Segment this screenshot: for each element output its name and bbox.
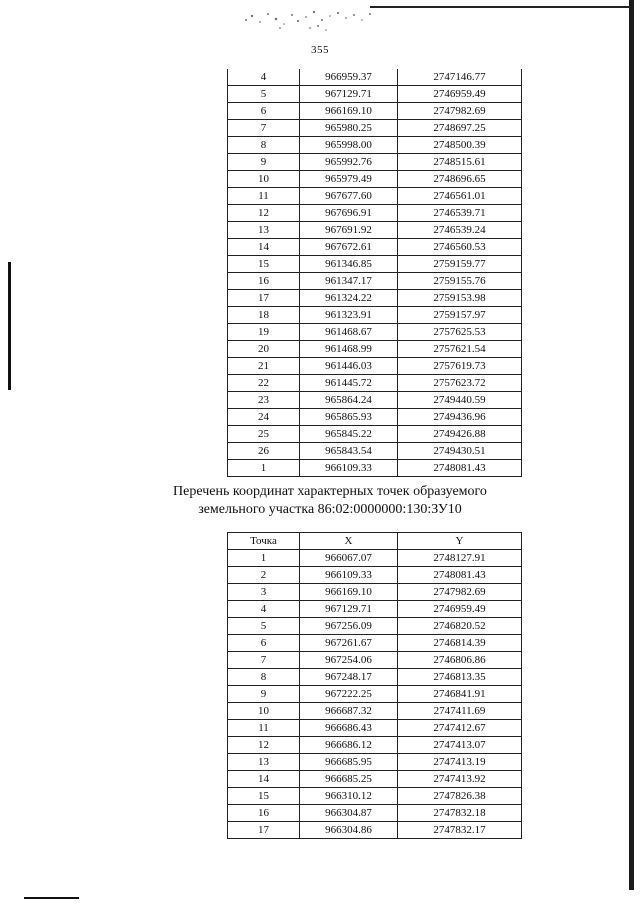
cell-x: 967677.60 <box>300 188 398 205</box>
section-title-line-1: Перечень координат характерных точек образуемого <box>173 484 487 499</box>
cell-y: 2748127.91 <box>398 550 522 567</box>
cell-y: 2757619.73 <box>398 358 522 375</box>
cell-y: 2747832.17 <box>398 822 522 839</box>
cell-point: 9 <box>228 154 300 171</box>
cell-y: 2749430.51 <box>398 443 522 460</box>
cell-point: 16 <box>228 273 300 290</box>
table-row <box>228 358 522 375</box>
cell-point: 2 <box>228 567 300 584</box>
table-row <box>228 307 522 324</box>
cell-point: 3 <box>228 584 300 601</box>
cell-point: 12 <box>228 737 300 754</box>
cell-y: 2749426.88 <box>398 426 522 443</box>
cell-x: 966109.33 <box>300 567 398 584</box>
cell-x: 967254.06 <box>300 652 398 669</box>
cell-x: 961445.72 <box>300 375 398 392</box>
table-row <box>228 120 522 137</box>
cell-x: 965992.76 <box>300 154 398 171</box>
table-row <box>228 754 522 771</box>
cell-y: 2746813.35 <box>398 669 522 686</box>
cell-point: 16 <box>228 805 300 822</box>
cell-point: 9 <box>228 686 300 703</box>
cell-x: 967222.25 <box>300 686 398 703</box>
cell-x: 965864.24 <box>300 392 398 409</box>
cell-y: 2746841.91 <box>398 686 522 703</box>
cell-x: 965843.54 <box>300 443 398 460</box>
cell-y: 2757623.72 <box>398 375 522 392</box>
cell-point: 1 <box>228 460 300 477</box>
cell-x: 961468.99 <box>300 341 398 358</box>
cell-point: 10 <box>228 171 300 188</box>
scan-edge-shadow <box>629 0 634 890</box>
cell-x: 965845.22 <box>300 426 398 443</box>
table-row <box>228 171 522 188</box>
cell-point: 6 <box>228 103 300 120</box>
cell-point: 11 <box>228 188 300 205</box>
table-row <box>228 188 522 205</box>
cell-point: 19 <box>228 324 300 341</box>
cell-point: 13 <box>228 754 300 771</box>
cell-point: 12 <box>228 205 300 222</box>
table-row <box>228 205 522 222</box>
cell-x: 966686.12 <box>300 737 398 754</box>
table-row <box>228 239 522 256</box>
table-row <box>228 584 522 601</box>
table-row <box>228 567 522 584</box>
cell-y: 2747413.07 <box>398 737 522 754</box>
table-row <box>228 686 522 703</box>
cell-point: 7 <box>228 120 300 137</box>
cell-y: 2759157.97 <box>398 307 522 324</box>
cell-x: 965980.25 <box>300 120 398 137</box>
cell-y: 2747411.69 <box>398 703 522 720</box>
table-row <box>228 69 522 86</box>
cell-x: 967261.67 <box>300 635 398 652</box>
table-row <box>228 86 522 103</box>
table-row <box>228 392 522 409</box>
table-row <box>228 550 522 567</box>
cell-x: 965865.93 <box>300 409 398 426</box>
table-row <box>228 720 522 737</box>
cell-y: 2757621.54 <box>398 341 522 358</box>
table-row <box>228 443 522 460</box>
table-row <box>228 618 522 635</box>
coordinates-table <box>227 532 522 839</box>
cell-y: 2759155.76 <box>398 273 522 290</box>
cell-x: 966304.86 <box>300 822 398 839</box>
cell-y: 2746806.86 <box>398 652 522 669</box>
coordinates-table-body <box>228 550 522 839</box>
cell-y: 2749436.96 <box>398 409 522 426</box>
cell-x: 966304.87 <box>300 805 398 822</box>
table-row <box>228 256 522 273</box>
cell-y: 2746959.49 <box>398 601 522 618</box>
table-row <box>228 737 522 754</box>
cell-point: 5 <box>228 86 300 103</box>
cell-x: 966685.95 <box>300 754 398 771</box>
cell-x: 966169.10 <box>300 103 398 120</box>
cell-x: 961323.91 <box>300 307 398 324</box>
scan-line-top <box>370 6 630 8</box>
table-row <box>228 771 522 788</box>
cell-point: 24 <box>228 409 300 426</box>
cell-x: 967691.92 <box>300 222 398 239</box>
table-row <box>228 290 522 307</box>
cell-y: 2746539.71 <box>398 205 522 222</box>
cell-point: 13 <box>228 222 300 239</box>
table-row <box>228 669 522 686</box>
cell-x: 967248.17 <box>300 669 398 686</box>
table-row <box>228 601 522 618</box>
cell-y: 2748081.43 <box>398 460 522 477</box>
cell-point: 4 <box>228 601 300 618</box>
table-row <box>228 375 522 392</box>
cell-y: 2749440.59 <box>398 392 522 409</box>
table-header-row <box>228 533 522 550</box>
cell-point: 5 <box>228 618 300 635</box>
cell-y: 2747413.19 <box>398 754 522 771</box>
scan-speckle-stamp <box>238 6 378 34</box>
cell-x: 966686.43 <box>300 720 398 737</box>
cell-x: 967696.91 <box>300 205 398 222</box>
cell-point: 20 <box>228 341 300 358</box>
table-row <box>228 341 522 358</box>
cell-x: 967256.09 <box>300 618 398 635</box>
cell-point: 6 <box>228 635 300 652</box>
cell-x: 966169.10 <box>300 584 398 601</box>
table-row <box>228 788 522 805</box>
table-row <box>228 324 522 341</box>
cell-y: 2746560.53 <box>398 239 522 256</box>
table-row <box>228 703 522 720</box>
cell-y: 2746959.49 <box>398 86 522 103</box>
cell-y: 2747982.69 <box>398 584 522 601</box>
column-header-y: Y <box>398 533 522 550</box>
cell-x: 961346.85 <box>300 256 398 273</box>
cell-point: 14 <box>228 771 300 788</box>
table-row <box>228 822 522 839</box>
table-row <box>228 409 522 426</box>
cell-y: 2759153.98 <box>398 290 522 307</box>
cell-x: 966685.25 <box>300 771 398 788</box>
table-row <box>228 805 522 822</box>
cell-x: 965979.49 <box>300 171 398 188</box>
cell-x: 966687.32 <box>300 703 398 720</box>
cell-x: 961347.17 <box>300 273 398 290</box>
cell-point: 17 <box>228 290 300 307</box>
cell-x: 961324.22 <box>300 290 398 307</box>
cell-x: 961468.67 <box>300 324 398 341</box>
cell-x: 967129.71 <box>300 86 398 103</box>
cell-point: 8 <box>228 137 300 154</box>
cell-y: 2746814.39 <box>398 635 522 652</box>
cell-point: 15 <box>228 256 300 273</box>
cell-y: 2747832.18 <box>398 805 522 822</box>
section-title-line-2: земельного участка 86:02:0000000:130:ЗУ10 <box>198 502 462 517</box>
scan-mark-left <box>8 262 11 390</box>
cell-y: 2747413.92 <box>398 771 522 788</box>
table-row <box>228 273 522 290</box>
cell-x: 966067.07 <box>300 550 398 567</box>
cell-x: 961446.03 <box>300 358 398 375</box>
cell-y: 2748697.25 <box>398 120 522 137</box>
table-row <box>228 222 522 239</box>
table-row <box>228 154 522 171</box>
table-row <box>228 426 522 443</box>
cell-y: 2747146.77 <box>398 69 522 86</box>
cell-y: 2759159.77 <box>398 256 522 273</box>
page-number: 355 <box>311 44 329 56</box>
cell-x: 966109.33 <box>300 460 398 477</box>
cell-point: 17 <box>228 822 300 839</box>
cell-y: 2757625.53 <box>398 324 522 341</box>
cell-point: 21 <box>228 358 300 375</box>
cell-y: 2746539.24 <box>398 222 522 239</box>
coordinates-table-body <box>228 69 522 477</box>
cell-x: 966959.37 <box>300 69 398 86</box>
cell-y: 2746820.52 <box>398 618 522 635</box>
cell-point: 15 <box>228 788 300 805</box>
cell-x: 966310.12 <box>300 788 398 805</box>
cell-point: 11 <box>228 720 300 737</box>
cell-point: 14 <box>228 239 300 256</box>
cell-point: 22 <box>228 375 300 392</box>
cell-point: 1 <box>228 550 300 567</box>
cell-y: 2747412.67 <box>398 720 522 737</box>
cell-point: 25 <box>228 426 300 443</box>
scan-line-bottom <box>24 897 79 899</box>
column-header-x: X <box>300 533 398 550</box>
table-row <box>228 137 522 154</box>
table-row <box>228 652 522 669</box>
cell-y: 2746561.01 <box>398 188 522 205</box>
cell-y: 2748500.39 <box>398 137 522 154</box>
cell-y: 2748081.43 <box>398 567 522 584</box>
cell-point: 8 <box>228 669 300 686</box>
cell-point: 26 <box>228 443 300 460</box>
cell-x: 965998.00 <box>300 137 398 154</box>
cell-x: 967672.61 <box>300 239 398 256</box>
table-row <box>228 460 522 477</box>
cell-point: 10 <box>228 703 300 720</box>
cell-y: 2747982.69 <box>398 103 522 120</box>
section-title <box>120 483 540 519</box>
cell-x: 967129.71 <box>300 601 398 618</box>
cell-point: 4 <box>228 69 300 86</box>
cell-point: 23 <box>228 392 300 409</box>
cell-y: 2747826.38 <box>398 788 522 805</box>
table-row <box>228 103 522 120</box>
coordinates-table-continued <box>227 69 522 477</box>
cell-point: 7 <box>228 652 300 669</box>
column-header-point: Точка <box>228 533 300 550</box>
cell-y: 2748696.65 <box>398 171 522 188</box>
table-row <box>228 635 522 652</box>
cell-y: 2748515.61 <box>398 154 522 171</box>
cell-point: 18 <box>228 307 300 324</box>
